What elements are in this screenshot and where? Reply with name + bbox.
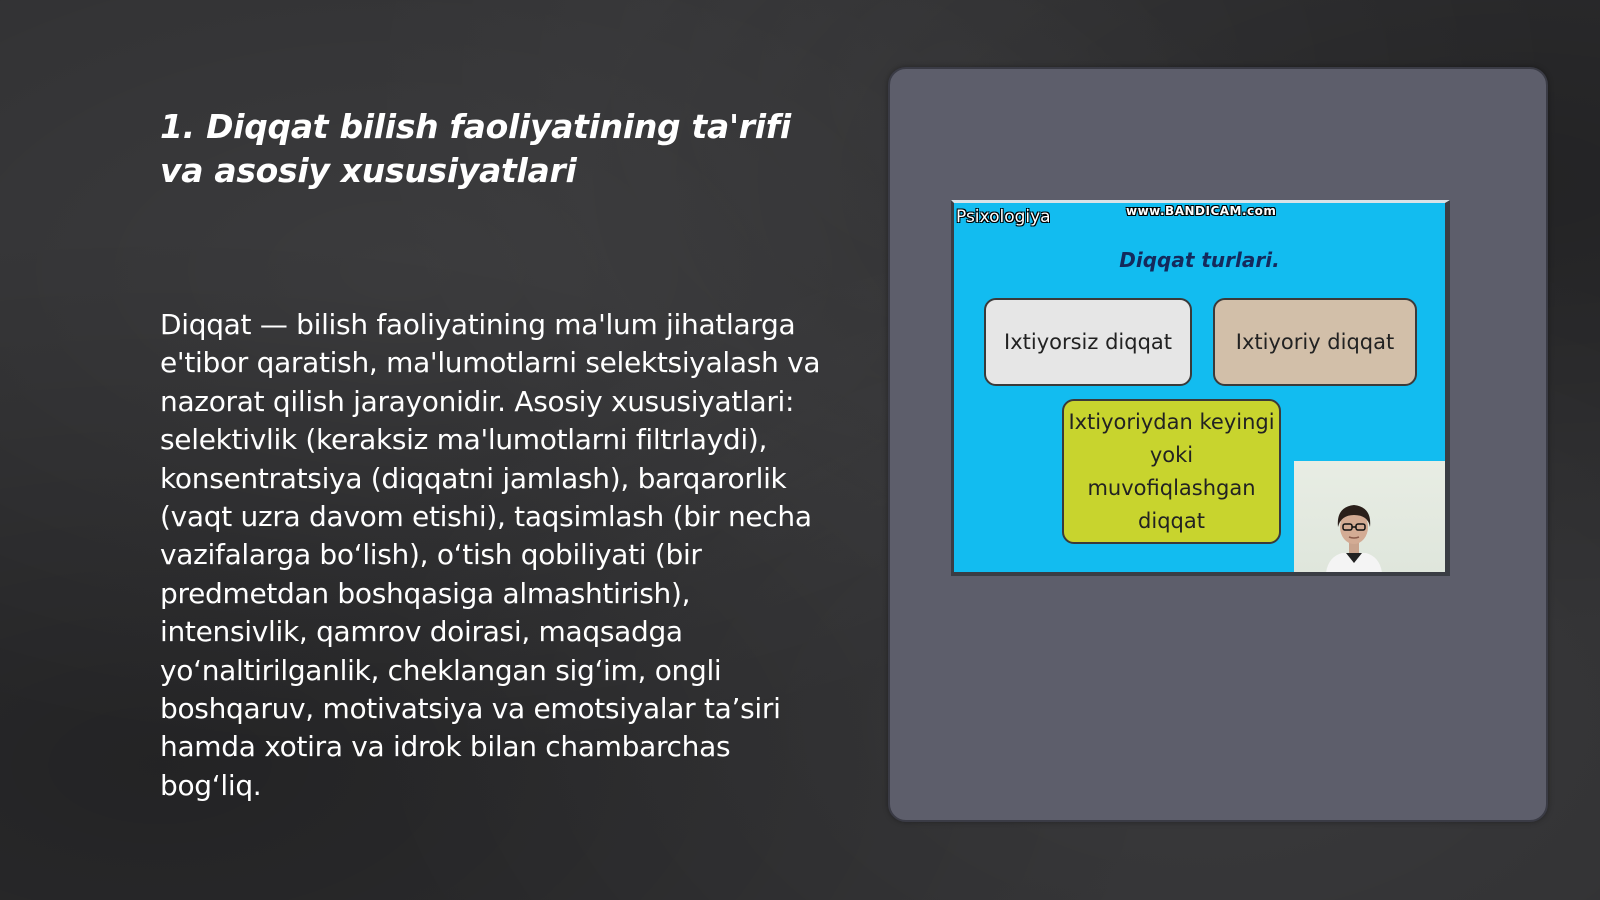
video-heading: Diqqat turlari. [1119, 248, 1280, 272]
recorder-watermark: www.BANDICAM.com [1126, 204, 1277, 218]
slide-body-text: Diqqat — bilish faoliyatining ma'lum jihatlarga e'tibor qaratish, ma'lumotlarni selektsiyalash va nazorat qilish jarayonidir. Asosiy xususiyatlari: selektivlik (keraksiz ma'lumotlarni filtrlaydi), konsentratsiya (diqqatni jamlash), barqarorlik (vaqt uzra davom etishi), taqsimlash (bir necha vazifalarga bo‘lish), o‘tish qobiliyati (bir predmetdan boshqasiga almashtirish), intensivlik, qamrov doirasi, maqsadga yo‘naltirilganlik, cheklangan sig‘im, ongli boshqaruv, motivatsiya va emotsiyalar ta’siri hamda xotira va idrok bilan chambarchas bog‘liq. [160, 308, 821, 802]
voluntary-attention-label: Ixtiyoriy diqqat [1235, 329, 1395, 354]
presenter-figure [1324, 493, 1384, 572]
post-voluntary-attention-label: Ixtiyoriydan keyingi yoki muvofiqlashgan diqqat [1068, 409, 1275, 533]
slide-title: 1. Diqqat bilish faoliyatining ta'rifi va asosiy xususiyatlari [160, 107, 791, 190]
involuntary-attention-label: Ixtiyorsiz diqqat [1004, 329, 1172, 354]
video-channel-label: Psixologiya [956, 207, 1051, 227]
video-player[interactable] [951, 200, 1450, 576]
webcam-overlay [1294, 461, 1445, 572]
voluntary-attention-box [1213, 298, 1417, 386]
involuntary-attention-box [984, 298, 1192, 386]
post-voluntary-attention-box [1062, 399, 1281, 544]
